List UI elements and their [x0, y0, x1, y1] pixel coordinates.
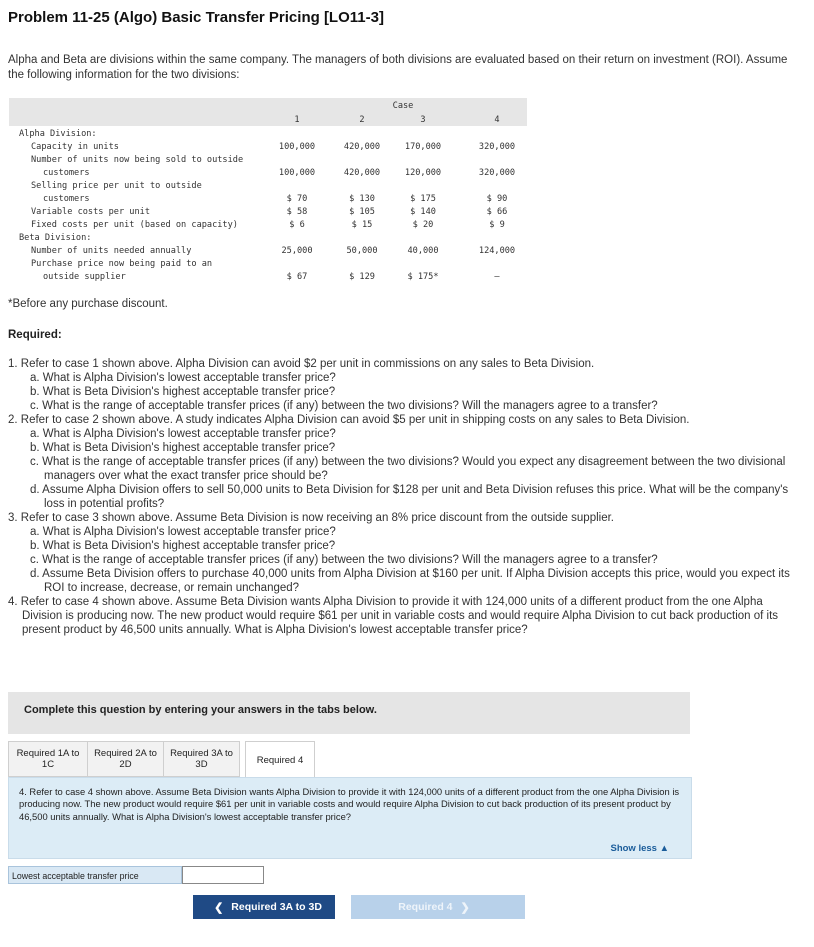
case-number-1: 1 — [294, 115, 300, 125]
requirements-list — [8, 357, 798, 637]
fixed-costs-case-1: $ 6 — [289, 220, 305, 230]
table-header-band — [9, 98, 527, 126]
selling-price-case-1: $ 70 — [286, 194, 308, 204]
purchase-price-label-line1: Purchase price now being paid to an — [31, 259, 213, 269]
next-tab-label: Required 4 — [398, 901, 453, 913]
units-needed-label: Number of units needed annually — [31, 246, 192, 256]
selling-price-label-line1: Selling price per unit to outside — [31, 181, 202, 191]
show-less-label: Show less — [610, 843, 657, 854]
tab-required-2a-2d[interactable] — [87, 741, 164, 777]
alpha-division-title: Alpha Division: — [19, 129, 97, 139]
case-number-2: 2 — [359, 115, 365, 125]
tab-label-line1: Required 1A to — [16, 748, 80, 759]
requirement-2: 2. Refer to case 2 shown above. A study indicates Alpha Division can avoid $5 per unit in shipping costs on any sales to Beta Division. — [8, 414, 690, 426]
fixed-costs-label: Fixed costs per unit (based on capacity) — [31, 220, 238, 230]
answer-label: Lowest acceptable transfer price — [8, 866, 182, 884]
units-sold-case-4: 320,000 — [478, 168, 516, 178]
required-heading: Required: — [8, 329, 62, 341]
case-number-4: 4 — [494, 115, 500, 125]
instructions-banner — [8, 692, 690, 734]
question-text: 4. Refer to case 4 shown above. Assume Beta Division wants Alpha Division to provide it with 124,000 units of a different product from the one Alpha Division is producing now. The new product would require $61 per unit in variable costs and would require Alpha Division to cut back production of its present product by 46,500 units annually. What is Alpha Division's lowest acceptable transfer price? — [19, 786, 680, 822]
purchase-price-label-line2: outside supplier — [43, 272, 126, 282]
question-panel — [8, 777, 692, 859]
tab-required-4[interactable] — [245, 741, 315, 779]
capacity-case-1: 100,000 — [278, 142, 316, 152]
capacity-case-2: 420,000 — [343, 142, 381, 152]
previous-tab-label: Required 3A to 3D — [231, 901, 322, 913]
tab-required-1a-1c[interactable] — [8, 741, 88, 777]
units-sold-case-1: 100,000 — [278, 168, 316, 178]
purchase-price-case-3: $ 175* — [407, 272, 439, 282]
requirement-2c: c. What is the range of acceptable transfer prices (if any) between the two divisions? Would you expect any disagreement between the two divisional managers over what the exact transfer price should be? — [30, 456, 786, 482]
selling-price-case-4: $ 90 — [486, 194, 508, 204]
capacity-case-3: 170,000 — [404, 142, 442, 152]
case-header: Case — [392, 101, 414, 111]
purchase-price-case-1: $ 67 — [286, 272, 308, 282]
chevron-left-icon: ❮ — [214, 901, 224, 914]
fixed-costs-case-2: $ 15 — [351, 220, 373, 230]
requirement-1c: c. What is the range of acceptable transfer prices (if any) between the two divisions? Will the managers agree to a transfer? — [30, 400, 658, 412]
previous-tab-button[interactable] — [193, 895, 335, 919]
units-sold-label-line1: Number of units now being sold to outside — [31, 155, 244, 165]
units-needed-case-4: 124,000 — [478, 246, 516, 256]
lowest-transfer-price-input[interactable] — [182, 866, 264, 884]
fixed-costs-case-3: $ 20 — [412, 220, 434, 230]
footnote: *Before any purchase discount. — [8, 298, 168, 310]
show-less-link[interactable] — [610, 843, 669, 854]
beta-division-title: Beta Division: — [19, 233, 92, 243]
units-needed-case-1: 25,000 — [281, 246, 313, 256]
tab-label-line1: Required 3A to — [170, 748, 233, 759]
units-sold-case-2: 420,000 — [343, 168, 381, 178]
capacity-case-4: 320,000 — [478, 142, 516, 152]
chevron-right-icon: ❯ — [460, 901, 470, 914]
tab-label: Required 4 — [256, 754, 304, 766]
selling-price-case-2: $ 130 — [349, 194, 375, 204]
requirement-3c: c. What is the range of acceptable transfer prices (if any) between the two divisions? Will the managers agree to a transfer? — [30, 554, 658, 566]
instructions-text: Complete this question by entering your answers in the tabs below. — [24, 704, 377, 716]
requirement-2a: a. What is Alpha Division's lowest acceptable transfer price? — [30, 428, 336, 440]
requirement-1a: a. What is Alpha Division's lowest acceptable transfer price? — [30, 372, 336, 384]
requirement-2d: d. Assume Alpha Division offers to sell 50,000 units to Beta Division for $128 per unit and Beta Division refuses this price. What will be the company's loss in potential profits? — [30, 484, 789, 510]
variable-costs-case-2: $ 105 — [349, 207, 375, 217]
purchase-price-case-4: – — [494, 272, 500, 282]
tab-required-3a-3d[interactable] — [163, 741, 240, 777]
variable-costs-case-1: $ 58 — [286, 207, 308, 217]
requirement-3d: d. Assume Beta Division offers to purchase 40,000 units from Alpha Division at $160 per unit. If Alpha Division accepts this price, would you expect its ROI to increase, decrease, or remain unchanged? — [30, 568, 790, 594]
variable-costs-label: Variable costs per unit — [31, 207, 150, 217]
purchase-price-case-2: $ 129 — [349, 272, 375, 282]
requirement-3a: a. What is Alpha Division's lowest acceptable transfer price? — [30, 526, 336, 538]
requirement-1b: b. What is Beta Division's highest acceptable transfer price? — [30, 386, 336, 398]
requirement-3: 3. Refer to case 3 shown above. Assume Beta Division is now receiving an 8% price discount from the outside supplier. — [8, 512, 614, 524]
tab-label-line2: 1C — [41, 759, 55, 770]
units-needed-case-2: 50,000 — [346, 246, 378, 256]
tab-label-line2: 3D — [195, 759, 208, 770]
variable-costs-case-4: $ 66 — [486, 207, 508, 217]
units-needed-case-3: 40,000 — [407, 246, 439, 256]
tab-label-line1: Required 2A to — [94, 748, 157, 759]
variable-costs-case-3: $ 140 — [410, 207, 436, 217]
capacity-label: Capacity in units — [31, 142, 119, 152]
case-number-3: 3 — [420, 115, 426, 125]
units-sold-case-3: 120,000 — [404, 168, 442, 178]
requirement-4: 4. Refer to case 4 shown above. Assume Beta Division wants Alpha Division to provide it with 124,000 units of a different product from the one Alpha Division is producing now. The new product would require $61 per unit in variable costs and would require Alpha Division to cut back production of its present product by 46,500 units annually. What is Alpha Division's lowest acceptable transfer price? — [8, 596, 779, 636]
requirement-1: 1. Refer to case 1 shown above. Alpha Division can avoid $2 per unit in commissions on any sales to Beta Division. — [8, 358, 595, 370]
selling-price-case-3: $ 175 — [410, 194, 436, 204]
page-title: Problem 11-25 (Algo) Basic Transfer Pricing [LO11-3] — [8, 9, 384, 26]
case-data-table — [9, 98, 527, 288]
tab-label-line2: 2D — [119, 759, 132, 770]
fixed-costs-case-4: $ 9 — [489, 220, 505, 230]
units-sold-label-line2: customers — [43, 168, 90, 178]
next-tab-button[interactable] — [351, 895, 525, 919]
requirement-3b: b. What is Beta Division's highest acceptable transfer price? — [30, 540, 336, 552]
intro-text: Alpha and Beta are divisions within the same company. The managers of both divisions are evaluated based on their return on investment (ROI). Assume the following information for the two divisions: — [8, 54, 788, 81]
selling-price-label-line2: customers — [43, 194, 90, 204]
caret-up-icon: ▲ — [659, 843, 669, 854]
requirement-2b: b. What is Beta Division's highest acceptable transfer price? — [30, 442, 336, 454]
